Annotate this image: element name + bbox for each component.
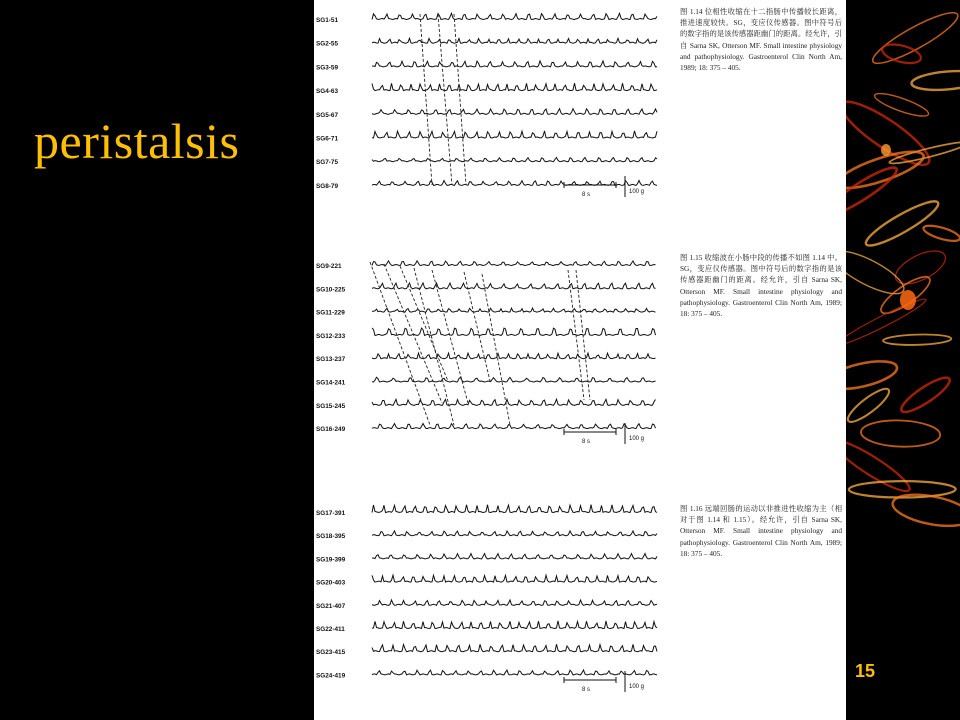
swirl-ring <box>891 244 951 290</box>
force-scale-label: 100 g <box>629 684 645 690</box>
channel-label: SG15-245 <box>316 402 346 410</box>
figure-1-15-caption: 图 1.15 收缩波在小肠中段的传播不如图 1.14 中。SG，变应仪传感器。图中符号后的数字指的是该传感器距幽门的距离。经允许，引自 Sarna SK, Otterson MF. Small intestine physiology and pathophysiology. Gastroenterol Clin North Am, 1989; 18: 375 – 405. <box>680 253 842 319</box>
swirl-ring <box>862 195 943 252</box>
channel-label: SG7-75 <box>316 159 339 167</box>
orange-swirl-decoration-icon <box>846 0 960 540</box>
channel-label: SG14-241 <box>316 379 346 387</box>
swirl-ring <box>881 144 891 156</box>
time-scale-label: 8 s <box>582 192 591 198</box>
swirl-ring <box>846 93 936 174</box>
channel-label: SG18-395 <box>316 533 346 541</box>
channel-label: SG11-229 <box>316 309 345 317</box>
waveform-trace <box>372 670 657 675</box>
swirl-ring <box>883 334 952 346</box>
swirl-ring <box>900 290 916 310</box>
channel-label: SG13-237 <box>316 356 346 364</box>
channel-label: SG12-233 <box>316 332 346 340</box>
swirl-ring <box>911 69 960 93</box>
waveform-trace <box>372 531 657 536</box>
waveform-trace <box>372 283 656 289</box>
channel-label: SG23-415 <box>316 649 346 657</box>
swirl-ring <box>846 295 928 349</box>
waveform-trace <box>372 575 657 582</box>
waveform-trace <box>372 83 657 91</box>
channel-label: SG22-411 <box>316 626 345 633</box>
channel-label: SG4-63 <box>316 88 339 96</box>
trace-charts <box>314 0 846 720</box>
waveform-trace <box>372 353 656 359</box>
propagation-line <box>420 14 432 185</box>
swirl-ring <box>868 5 960 70</box>
waveform-trace <box>372 158 657 162</box>
channel-label: SG17-391 <box>316 510 346 517</box>
scanned-figure-page <box>314 0 846 720</box>
channel-label: SG2-55 <box>316 40 339 48</box>
waveform-trace <box>372 377 656 382</box>
channel-label: SG1-51 <box>316 17 339 24</box>
swirl-ring <box>922 223 960 244</box>
waveform-trace <box>372 61 657 67</box>
channel-label: SG10-225 <box>316 286 346 294</box>
figure-1-16-caption: 图 1.16 远端回肠的运动以非推进性收缩为主（相对于图 1.14 和 1.15）。经允许，引自 Sarna SK, Otterson MF. Small intestine physiology and pathophysiology. Gastroenterol Clin North Am, 1989; 18: 375 – 405. <box>680 504 842 558</box>
channel-label: SG21-407 <box>316 602 346 610</box>
waveform-trace <box>372 13 657 19</box>
waveform-trace <box>372 399 656 405</box>
channel-label: SG20-403 <box>316 579 346 587</box>
channel-label: SG24-419 <box>316 672 346 680</box>
waveform-trace <box>372 131 657 138</box>
waveform-trace <box>372 600 657 605</box>
channel-label: SG9-221 <box>316 263 342 270</box>
page-number: 15 <box>855 661 876 681</box>
propagation-line <box>384 264 442 403</box>
channel-label: SG3-59 <box>316 64 339 72</box>
waveform-trace <box>372 424 656 429</box>
slide-title: peristalsis <box>34 113 240 169</box>
waveform-trace <box>372 621 657 629</box>
figure-1-14-caption: 图 1.14 位相性收缩在十二指肠中传播较长距离，推进速度较快。SG，变应仪传感器。图中符号后的数字指的是该传感器距幽门的距离。经允许，引自 Sarna SK, Otterson MF. Small intestine physiology and pathophysiology. Gastroenterol Clin North Am, 1989; 18: 375 – 405. <box>680 7 842 73</box>
swirl-ring <box>846 243 909 301</box>
waveform-trace <box>372 505 657 513</box>
waveform-trace <box>372 261 656 266</box>
waveform-trace <box>372 308 656 312</box>
time-scale-label: 8 s <box>582 687 591 693</box>
force-scale-label: 100 g <box>629 189 645 195</box>
swirl-ring <box>846 356 899 394</box>
channel-label: SG5-67 <box>316 111 339 119</box>
propagation-line <box>400 266 448 381</box>
swirl-ring <box>860 419 940 448</box>
force-scale-label: 100 g <box>629 436 645 442</box>
channel-label: SG6-71 <box>316 135 339 143</box>
propagation-line <box>432 270 468 403</box>
channel-label: SG8-79 <box>316 182 339 190</box>
swirl-ring <box>880 41 923 67</box>
waveform-trace <box>372 109 657 115</box>
waveform-trace <box>372 644 657 652</box>
waveform-trace <box>372 38 657 43</box>
waveform-trace <box>372 554 657 559</box>
waveform-trace <box>372 328 656 336</box>
swirl-ring <box>846 162 901 221</box>
channel-label: SG16-249 <box>316 426 346 434</box>
swirl-ring <box>890 489 960 531</box>
time-scale-label: 8 s <box>582 439 591 445</box>
channel-label: SG19-399 <box>316 556 346 564</box>
swirl-ring <box>897 372 953 417</box>
propagation-line <box>438 14 452 185</box>
